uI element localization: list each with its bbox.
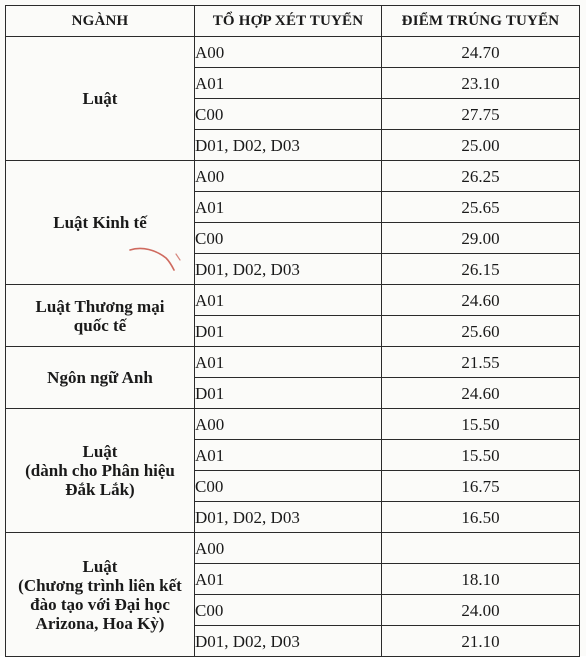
major-name-line: Arizona, Hoa Kỳ)	[35, 613, 165, 633]
header-row	[6, 6, 580, 37]
combination-cell: A00	[195, 37, 382, 68]
table-row	[6, 347, 580, 378]
combination-cell: A01	[195, 440, 382, 471]
table-row	[6, 533, 580, 564]
combination-cell: D01, D02, D03	[195, 626, 382, 657]
major-name-line: Ngôn ngữ Anh	[47, 368, 153, 387]
combination-cell: A01	[195, 68, 382, 99]
combination-cell: D01	[195, 316, 382, 347]
major-name-line: (dành cho Phân hiệu	[25, 461, 175, 480]
major-name-line: Luật	[82, 442, 118, 461]
header-admission-score: ĐIỂM TRÚNG TUYỂN	[382, 6, 580, 37]
combination-cell: A00	[195, 409, 382, 440]
score-cell: 25.65	[382, 192, 580, 223]
combination-cell: A01	[195, 347, 382, 378]
score-cell: 23.10	[382, 68, 580, 99]
major-name-cell	[6, 347, 195, 409]
combination-cell: D01, D02, D03	[195, 130, 382, 161]
combination-cell: D01, D02, D03	[195, 254, 382, 285]
combination-cell: A01	[195, 564, 382, 595]
score-cell: 24.60	[382, 378, 580, 409]
score-cell: 25.60	[382, 316, 580, 347]
score-cell: 16.50	[382, 502, 580, 533]
major-name-cell	[6, 533, 195, 657]
combination-cell: A00	[195, 533, 382, 564]
combination-cell: A01	[195, 192, 382, 223]
combination-cell: A01	[195, 285, 382, 316]
score-cell	[382, 533, 580, 564]
major-name-cell	[6, 409, 195, 533]
table-row	[6, 161, 580, 192]
score-cell: 24.70	[382, 37, 580, 68]
major-name-line: Đắk Lắk)	[65, 480, 135, 499]
table-body	[6, 37, 580, 657]
score-cell: 15.50	[382, 440, 580, 471]
score-cell: 18.10	[382, 564, 580, 595]
score-cell: 29.00	[382, 223, 580, 254]
score-cell: 26.15	[382, 254, 580, 285]
major-name-line: Luật	[82, 89, 118, 108]
header-combination: TỔ HỢP XÉT TUYỂN	[195, 6, 382, 37]
combination-cell: A00	[195, 161, 382, 192]
major-name-line: Luật	[82, 556, 118, 576]
admission-scores-table	[5, 5, 580, 657]
score-cell: 25.00	[382, 130, 580, 161]
major-name-line: Luật Thương mại	[35, 296, 165, 316]
combination-cell: D01	[195, 378, 382, 409]
table-row	[6, 409, 580, 440]
major-name-cell	[6, 37, 195, 161]
score-cell: 16.75	[382, 471, 580, 502]
table-row	[6, 37, 580, 68]
score-cell: 27.75	[382, 99, 580, 130]
combination-cell: C00	[195, 223, 382, 254]
score-cell: 15.50	[382, 409, 580, 440]
major-name-line: quốc tế	[73, 315, 127, 335]
major-name-cell	[6, 285, 195, 347]
score-cell: 24.60	[382, 285, 580, 316]
major-name-line: đào tạo với Đại học	[30, 594, 170, 614]
table-header	[6, 6, 580, 37]
major-name-line: (Chương trình liên kết	[18, 575, 182, 595]
combination-cell: C00	[195, 595, 382, 626]
table-row	[6, 285, 580, 316]
header-major: NGÀNH	[6, 6, 195, 37]
combination-cell: C00	[195, 99, 382, 130]
combination-cell: D01, D02, D03	[195, 502, 382, 533]
combination-cell: C00	[195, 471, 382, 502]
score-cell: 21.10	[382, 626, 580, 657]
score-cell: 26.25	[382, 161, 580, 192]
major-name-line: Luật Kinh tế	[53, 213, 147, 232]
score-cell: 21.55	[382, 347, 580, 378]
score-cell: 24.00	[382, 595, 580, 626]
major-name-cell	[6, 161, 195, 285]
